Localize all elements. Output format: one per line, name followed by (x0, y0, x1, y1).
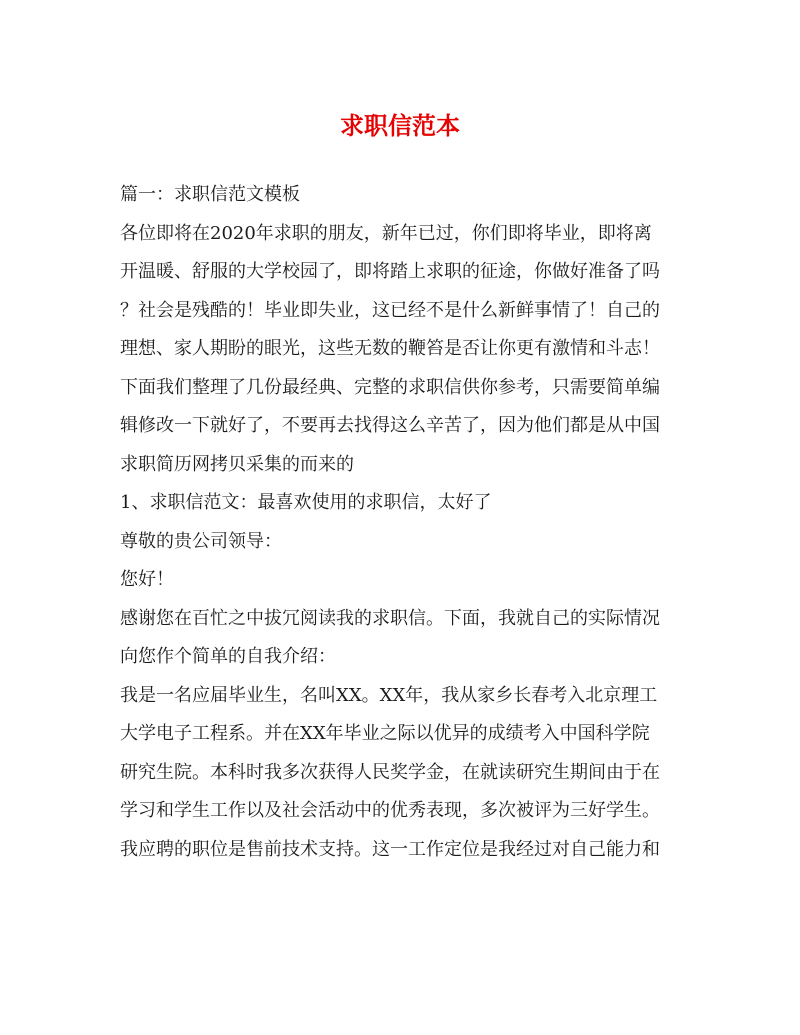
paragraph-line: 下面我们整理了几份最经典、完整的求职信供你参考，只需要简单编 (120, 376, 660, 398)
paragraph-line: 辑修改一下就好了，不要再去找得这么辛苦了，因为他们都是从中国 (120, 415, 660, 436)
paragraph-line: 向您作个简单的自我介绍： (120, 646, 336, 667)
paragraph-line: 研究生院。本科时我多次获得人民奖学金，在就读研究生期间由于在 (120, 761, 660, 783)
paragraph-line: ？社会是残酷的！毕业即失业，这已经不是什么新鲜事情了！自己的 (120, 299, 660, 321)
paragraph-line: 篇一：求职信范文模板 (120, 184, 300, 205)
paragraph-line: 各位即将在2020年求职的朋友，新年已过，你们即将毕业，即将离 (120, 222, 652, 244)
paragraph-line: 尊敬的贵公司领导： (120, 530, 282, 552)
paragraph-line: 1、求职信范文：最喜欢使用的求职信，太好了 (120, 492, 492, 513)
paragraph-line: 学习和学生工作以及社会活动中的优秀表现，多次被评为三好学生。 (120, 800, 660, 821)
paragraph-line: 大学电子工程系。并在XX年毕业之际以优异的成绩考入中国科学院 (120, 723, 650, 744)
paragraph-line: 感谢您在百忙之中拔冗阅读我的求职信。下面，我就自己的实际情况 (120, 607, 660, 629)
paragraph-line: 开温暖、舒服的大学校园了，即将踏上求职的征途，你做好准备了吗 (120, 261, 660, 282)
paragraph-line: 我应聘的职位是售前技术支持。这一工作定位是我经过对自己能力和 (120, 838, 660, 860)
document-title: 求职信范本 (340, 111, 460, 140)
paragraph-line: 理想、家人期盼的眼光，这些无数的鞭笞是否让你更有激情和斗志！ (120, 338, 660, 359)
paragraph-line: 我是一名应届毕业生，名叫XX。XX年，我从家乡长春考入北京理工 (120, 684, 658, 706)
paragraph-line: 您好！ (120, 569, 174, 590)
document-body (120, 176, 680, 869)
paragraph-line: 求职简历网拷贝采集的而来的 (120, 453, 354, 475)
